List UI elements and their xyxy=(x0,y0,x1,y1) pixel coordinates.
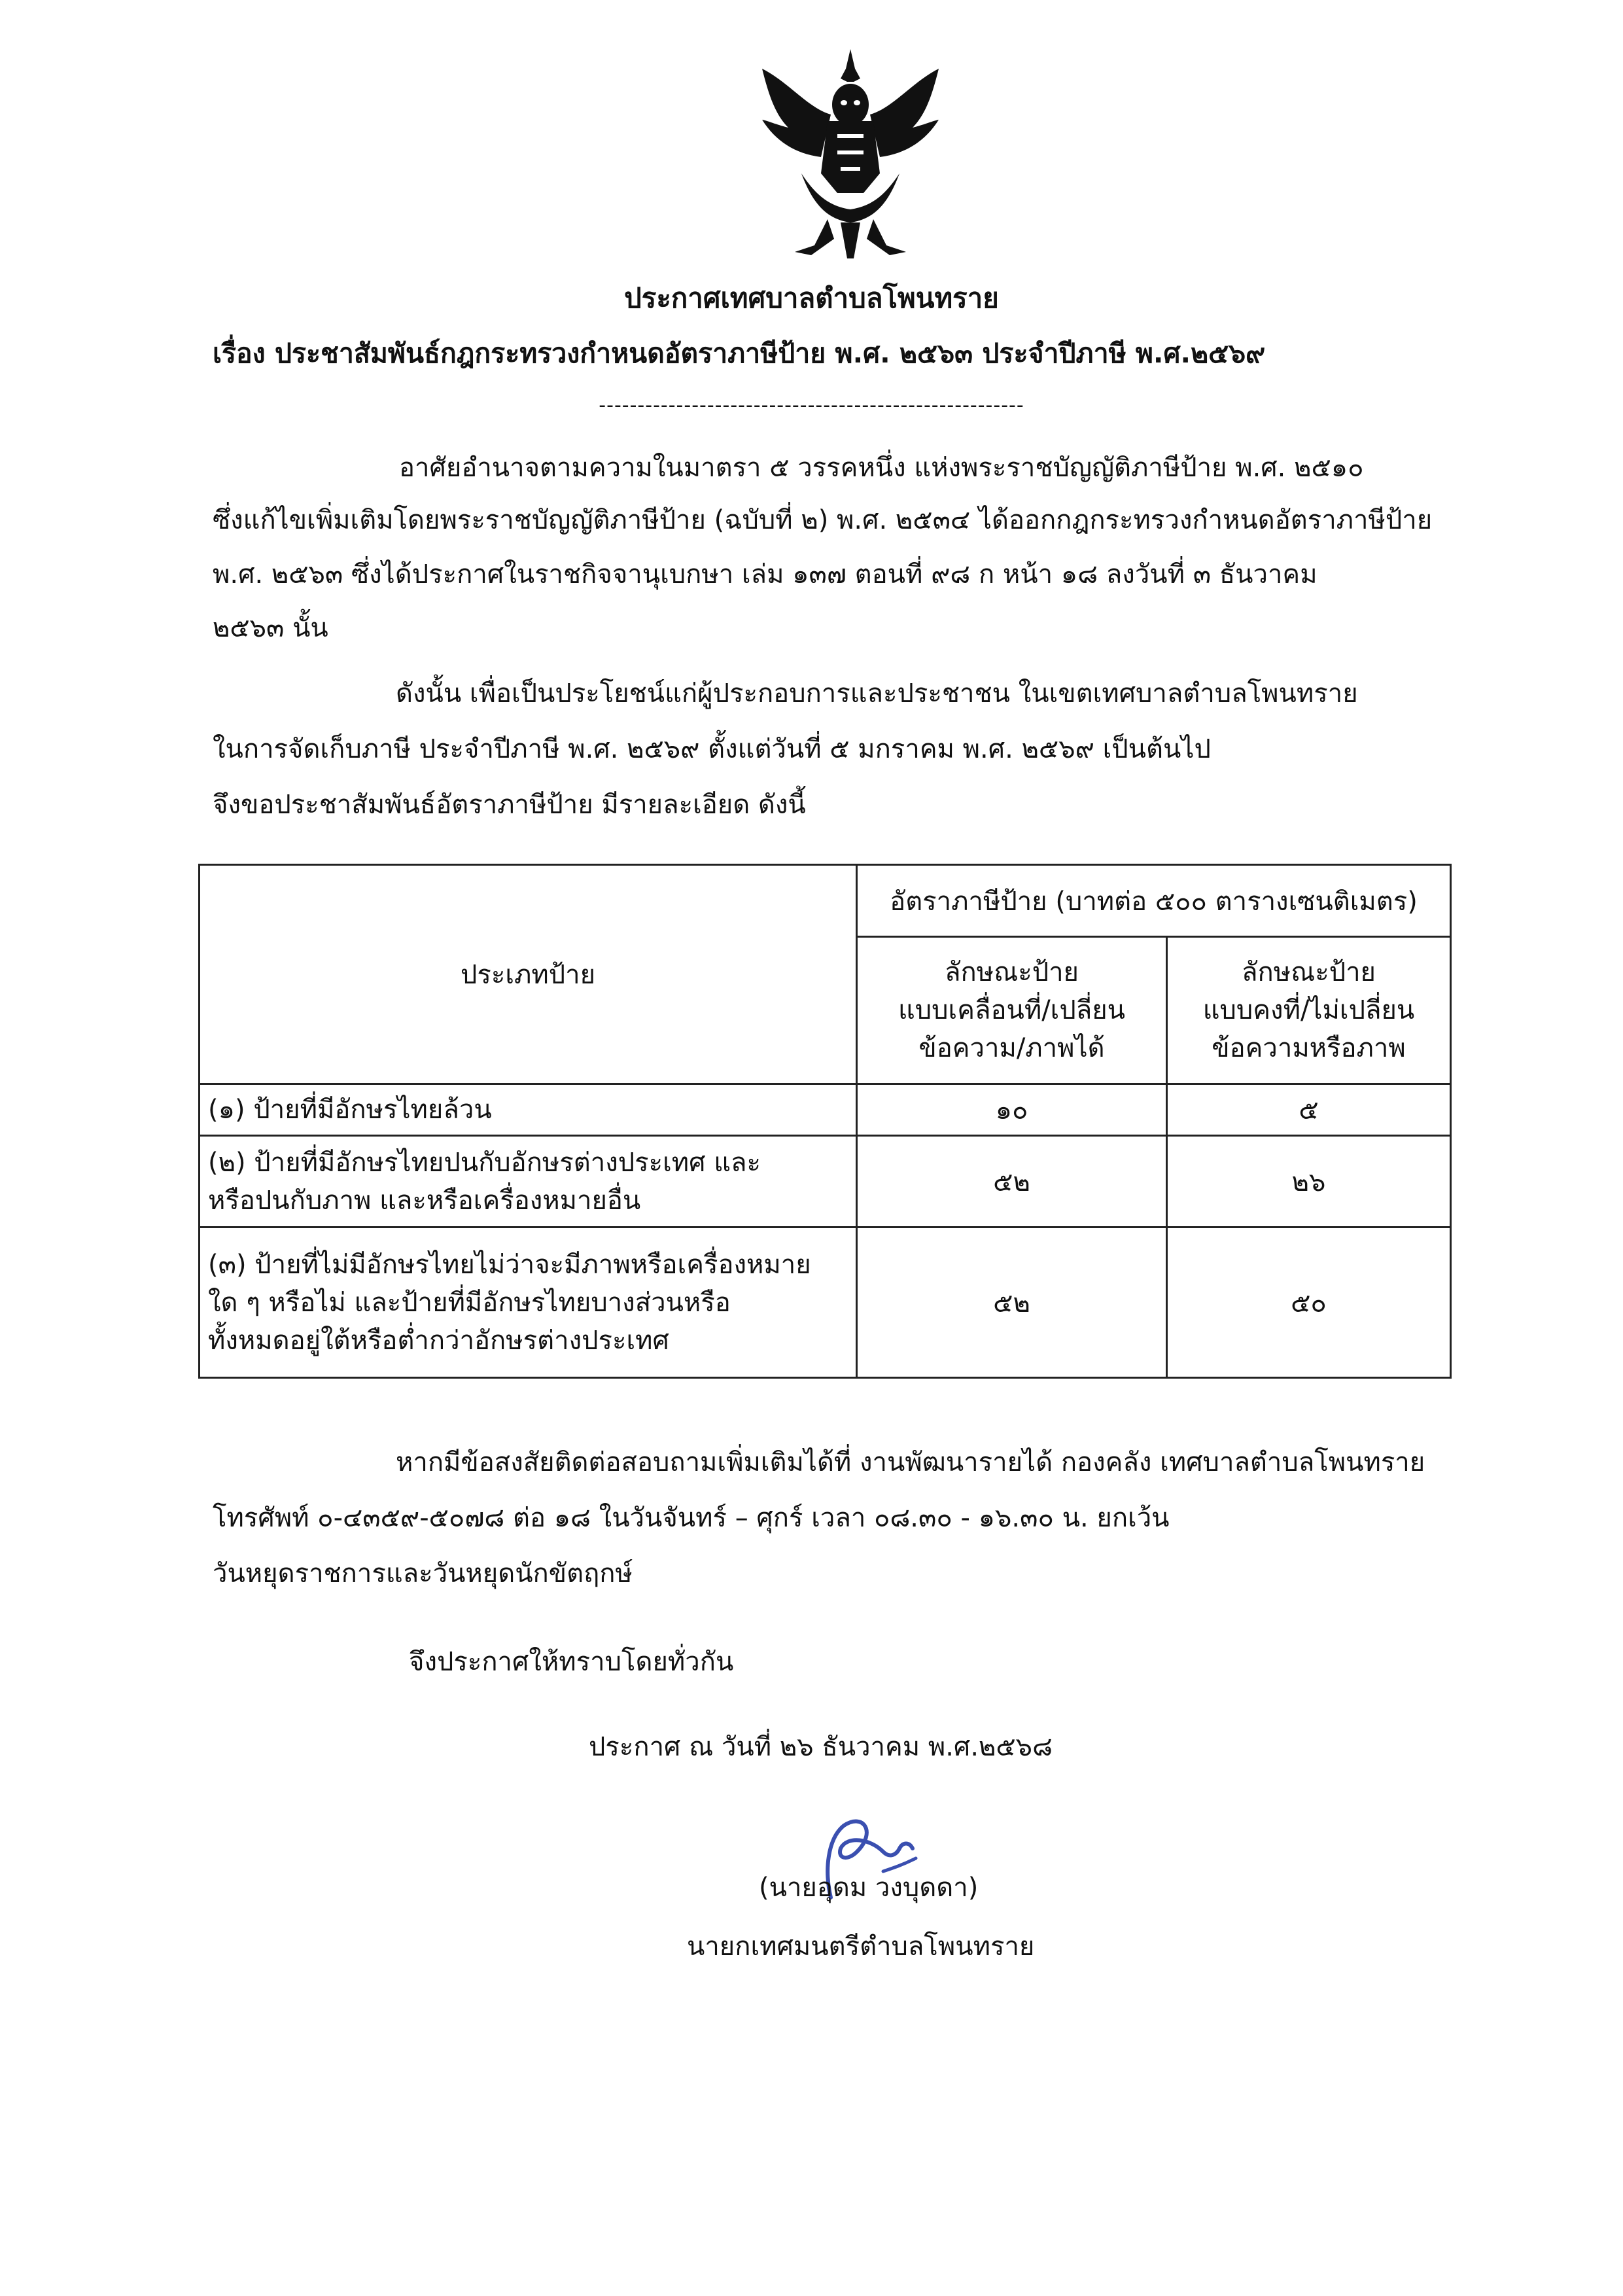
signatory-name: (นายอุดม วงบุดดา) xyxy=(759,1873,979,1903)
row-fixed-rate: ๒๖ xyxy=(1167,1136,1451,1227)
contact-line-1: หากมีข้อสงสัยติดต่อสอบถามเพิ่มเติมได้ที่ งานพัฒนารายได้ กองคลัง เทศบาลตำบลโพนทราย xyxy=(396,1447,1425,1477)
paragraph-1-line-1: อาศัยอำนาจตามความในมาตรา ๕ วรรคหนึ่ง แห่งพระราชบัญญัติภาษีป้าย พ.ศ. ๒๕๑๐ xyxy=(399,453,1364,483)
page-title: ประกาศเทศบาลตำบลโพนทราย xyxy=(624,282,999,314)
paragraph-2-line-1: ดังนั้น เพื่อเป็นประโยชน์แก่ผู้ประกอบการและประชาชน ในเขตเทศบาลตำบลโพนทราย xyxy=(396,679,1358,709)
contact-line-2: โทรศัพท์ ๐-๔๓๕๙-๕๐๗๘ ต่อ ๑๘ ในวันจันทร์ – ศุกร์ เวลา ๐๘.๓๐ - ๑๖.๓๐ น. ยกเว้น xyxy=(213,1503,1170,1533)
subject-line: เรื่อง ประชาสัมพันธ์กฎกระทรวงกำหนดอัตราภาษีป้าย พ.ศ. ๒๕๖๓ ประจำปีภาษี พ.ศ.๒๕๖๙ xyxy=(213,338,1266,369)
table-header-row xyxy=(200,865,1451,937)
table-row xyxy=(200,1227,1451,1378)
row-movable-rate: ๑๐ xyxy=(857,1084,1167,1136)
row-fixed-rate: ๕ xyxy=(1167,1084,1451,1136)
separator: ------------------------------------------------------- xyxy=(599,394,1024,417)
paragraph-2-line-2: ในการจัดเก็บภาษี ประจำปีภาษี พ.ศ. ๒๕๖๙ ตั้งแต่วันที่ ๕ มกราคม พ.ศ. ๒๕๖๙ เป็นต้นไป xyxy=(213,734,1211,764)
announcement-date: ประกาศ ณ วันที่ ๒๖ ธันวาคม พ.ศ.๒๕๖๘ xyxy=(589,1732,1053,1762)
garuda-emblem-icon xyxy=(749,43,952,258)
table-row xyxy=(200,1136,1451,1227)
tax-rate-table xyxy=(198,864,1452,1379)
header-tax-rate: อัตราภาษีป้าย (บาทต่อ ๕๐๐ ตารางเซนติเมตร) xyxy=(857,865,1451,937)
header-fixed-sign: ลักษณะป้าย แบบคงที่/ไม่เปลี่ยน ข้อความหรือภาพ xyxy=(1167,937,1451,1084)
row-fixed-rate: ๕๐ xyxy=(1167,1227,1451,1378)
table-row xyxy=(200,1084,1451,1136)
paragraph-2-line-3: จึงขอประชาสัมพันธ์อัตราภาษีป้าย มีรายละเอียด ดังนี้ xyxy=(213,790,806,820)
closing-statement: จึงประกาศให้ทราบโดยทั่วกัน xyxy=(409,1647,734,1677)
signatory-position: นายกเทศมนตรีตำบลโพนทราย xyxy=(687,1932,1035,1962)
paragraph-1-line-4: ๒๕๖๓ นั้น xyxy=(213,613,328,643)
paragraph-1-line-2: ซึ่งแก้ไขเพิ่มเติมโดยพระราชบัญญัติภาษีป้าย (ฉบับที่ ๒) พ.ศ. ๒๕๓๔ ได้ออกกฎกระทรวงกำหนดอัตราภาษีป้าย xyxy=(213,505,1433,535)
contact-line-3: วันหยุดราชการและวันหยุดนักขัตฤกษ์ xyxy=(213,1559,633,1589)
row-type: (๓) ป้ายที่ไม่มีอักษรไทยไม่ว่าจะมีภาพหรือเครื่องหมาย ใด ๆ หรือไม่ และป้ายที่มีอักษรไทยบางส่วนหรือ ทั้งหมดอยู่ใต้หรือต่ำกว่าอักษรต่างประเทศ xyxy=(200,1227,857,1378)
row-type: (๑) ป้ายที่มีอักษรไทยล้วน xyxy=(200,1084,857,1136)
header-movable-sign: ลักษณะป้าย แบบเคลื่อนที่/เปลี่ยน ข้อความ/ภาพได้ xyxy=(857,937,1167,1084)
row-type: (๒) ป้ายที่มีอักษรไทยปนกับอักษรต่างประเทศ และ หรือปนกับภาพ และหรือเครื่องหมายอื่น xyxy=(200,1136,857,1227)
paragraph-1-line-3: พ.ศ. ๒๕๖๓ ซึ่งได้ประกาศในราชกิจจานุเบกษา เล่ม ๑๓๗ ตอนที่ ๙๘ ก หน้า ๑๘ ลงวันที่ ๓ ธันวาคม xyxy=(213,559,1318,590)
row-movable-rate: ๕๒ xyxy=(857,1227,1167,1378)
row-movable-rate: ๕๒ xyxy=(857,1136,1167,1227)
header-sign-type: ประเภทป้าย xyxy=(200,865,857,1084)
